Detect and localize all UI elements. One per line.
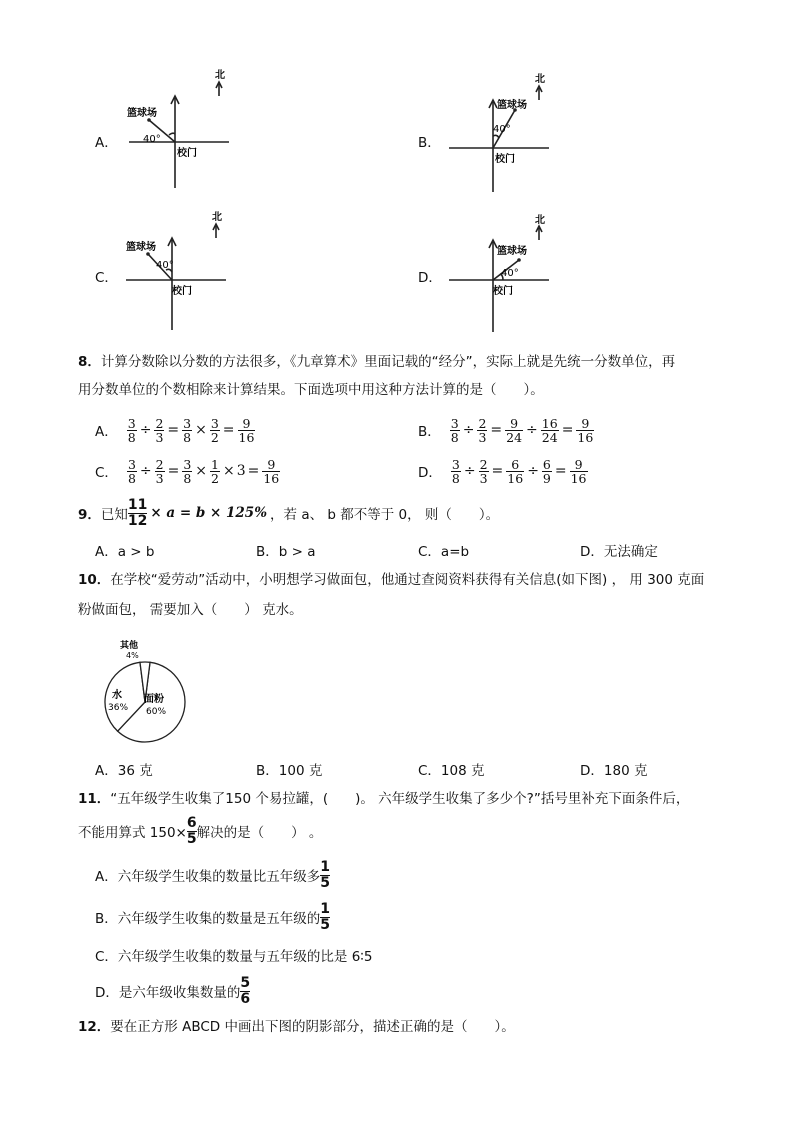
fraction: $\frac{6}{9}$ <box>542 456 551 486</box>
q9-option-c[interactable]: C．a=b <box>418 544 470 560</box>
q11-option-d[interactable] <box>95 974 250 1008</box>
pie-pct-flour: 60% <box>146 707 167 717</box>
operator: ÷ <box>527 463 539 479</box>
q8-stem-line1 <box>78 352 675 372</box>
fraction: $\frac{3}{2}$ <box>210 415 219 445</box>
operator: × <box>195 463 207 479</box>
q10-number: 10． <box>78 572 111 588</box>
q8-option-d[interactable] <box>418 454 589 488</box>
pie-label-flour: 面粉 <box>144 694 164 705</box>
operator: × <box>195 422 207 438</box>
court-label: 篮球场 <box>497 246 527 257</box>
q8-option-c[interactable] <box>95 454 281 488</box>
north-label: 北 <box>212 212 222 223</box>
fraction: 1 5 <box>320 858 330 891</box>
q7-option-a-letter: A． <box>95 135 118 151</box>
fraction: $\frac{9}{24}$ <box>506 415 523 445</box>
equals: = <box>490 422 503 438</box>
fraction: 1 5 <box>320 900 331 933</box>
q7-option-b-diagram[interactable] <box>445 74 555 196</box>
q9-option-b[interactable]: B．b > a <box>256 544 316 560</box>
q11-text-1: “五年级学生收集了150 个易拉罐，( )。 六年级学生收集了多少个?”括号里补充下面条件后， <box>110 791 690 807</box>
fraction: $\frac{9}{16}$ <box>238 415 255 445</box>
q7-option-c-diagram[interactable] <box>122 212 234 334</box>
q10-option-d[interactable]: D．180 克 <box>580 763 648 779</box>
north-label: 北 <box>535 74 545 85</box>
q7-option-d-diagram[interactable] <box>445 215 555 336</box>
q10-option-a[interactable]: A．36 克 <box>95 763 153 779</box>
fraction: 5 6 <box>240 974 251 1007</box>
q11-number: 11． <box>78 791 111 807</box>
court-label: 篮球场 <box>497 100 527 111</box>
q9-pre: 已知 <box>100 507 128 523</box>
operator: ÷ <box>462 422 475 438</box>
option-letter: A． <box>95 424 118 440</box>
option-text: A．六年级学生收集的数量比五年级多 <box>95 869 321 885</box>
q9-option-a[interactable]: A．a > b <box>95 544 155 560</box>
q11-stem-line2 <box>78 814 322 848</box>
fraction: $\frac{9}{16}$ <box>263 456 280 486</box>
gate-label: 校门 <box>493 286 513 297</box>
option-letter: D． <box>418 465 442 481</box>
fraction: $\frac{11}{12}$ <box>127 496 148 529</box>
q11-option-a[interactable] <box>95 858 330 892</box>
option-letter: C． <box>95 465 118 481</box>
court-label: 篮球场 <box>127 108 157 119</box>
q10-option-b[interactable]: B．100 克 <box>256 763 323 779</box>
pie-label-water: 水 <box>112 690 122 701</box>
gate-label: 校门 <box>177 148 197 159</box>
fraction: $\frac{3}{8}$ <box>127 456 136 486</box>
pie-label-other: 其他 <box>120 641 139 651</box>
fraction: $\frac{3}{8}$ <box>127 415 136 445</box>
fraction: $\frac{2}{3}$ <box>478 415 487 445</box>
equals: = <box>167 422 180 438</box>
q8-number: 8． <box>78 354 101 370</box>
q12-stem <box>78 1017 515 1037</box>
q9-stem <box>78 496 499 530</box>
fraction: $\frac{2}{3}$ <box>155 456 164 486</box>
operator: × <box>222 463 235 479</box>
q9-post: ，若 a、 b 都不等于 0， 则（ ）。 <box>270 507 500 523</box>
q9-expression: × a = b × 125% <box>150 505 268 521</box>
q11-stem-line1 <box>78 789 689 809</box>
q7-option-c-letter: C． <box>95 270 118 286</box>
fraction: $\frac{9}{16}$ <box>570 456 587 486</box>
operator: ÷ <box>526 422 538 438</box>
q9-number: 9． <box>78 507 101 523</box>
court-label: 篮球场 <box>126 242 156 253</box>
angle-label: 40° <box>156 260 174 271</box>
q8-stem-line2: 用分数单位的个数相除来计算结果。下面选项中用这种方法计算的是（ ）。 <box>78 382 544 398</box>
q11-text-2: 不能用算式 150× <box>78 825 187 841</box>
north-label: 北 <box>215 70 225 81</box>
operator: ÷ <box>139 463 152 479</box>
equals: = <box>222 422 235 438</box>
option-text: B．六年级学生收集的数量是五年级的 <box>95 911 321 927</box>
north-label: 北 <box>535 215 545 226</box>
fraction: $\frac{2}{3}$ <box>155 415 164 445</box>
fraction: $\frac{3}{8}$ <box>450 415 459 445</box>
equals: = <box>167 463 180 479</box>
fraction: $\frac{3}{8}$ <box>451 456 460 486</box>
q9-option-d[interactable]: D．无法确定 <box>580 544 658 560</box>
q7-option-d-letter: D． <box>418 270 442 286</box>
gate-label: 校门 <box>495 154 515 165</box>
fraction: $\frac{9}{16}$ <box>577 415 594 445</box>
fraction: $\frac{1}{2}$ <box>211 456 219 486</box>
q8-option-a[interactable] <box>95 413 256 447</box>
q11-text-3: 解决的是（ ） 。 <box>196 825 323 841</box>
integer: 3 <box>236 463 246 479</box>
fraction: $\frac{2}{3}$ <box>479 456 488 486</box>
angle-label: 40° <box>493 124 511 135</box>
q10-option-c[interactable]: C．108 克 <box>418 763 485 779</box>
operator: ÷ <box>463 463 476 479</box>
q11-option-b[interactable] <box>95 900 330 934</box>
gate-label: 校门 <box>172 286 192 297</box>
fraction: $\frac{3}{8}$ <box>183 415 192 445</box>
fraction: $\frac{3}{8}$ <box>183 456 192 486</box>
q11-option-c[interactable]: C．六年级学生收集的数量与五年级的比是 6∶5 <box>95 949 373 965</box>
option-letter: B． <box>418 424 441 440</box>
q8-text-1: 计算分数除以分数的方法很多，《九章算术》里面记载的“经分”，实际上就是先统一分数单位，再 <box>100 354 676 370</box>
q10-text-1: 在学校“爱劳动”活动中，小明想学习做面包，他通过查阅资料获得有关信息(如下图) ， 用 300 克面 <box>110 572 705 588</box>
q10-stem-line2: 粉做面包， 需要加入（ ） 克水。 <box>78 602 303 618</box>
q12-text: 要在正方形 ABCD 中画出下图的阴影部分，描述正确的是（ ）。 <box>110 1019 515 1035</box>
angle-label: 40° <box>143 134 161 145</box>
q7-option-a-diagram[interactable] <box>125 70 235 192</box>
fraction: $\frac{6}{16}$ <box>507 456 524 486</box>
equals: = <box>554 463 567 479</box>
fraction: $\frac{6}{5}$ <box>186 814 197 847</box>
equals: = <box>491 463 504 479</box>
q8-option-b[interactable] <box>418 413 595 447</box>
q10-pie-chart <box>90 636 200 748</box>
q10-stem-line1 <box>78 570 704 590</box>
equals: = <box>561 422 574 438</box>
equals: = <box>247 463 260 479</box>
q7-option-b-letter: B． <box>418 135 441 151</box>
fraction: $\frac{16}{24}$ <box>541 415 558 445</box>
q12-number: 12． <box>78 1019 111 1035</box>
angle-label: 40° <box>501 268 519 279</box>
operator: ÷ <box>139 422 152 438</box>
option-text: D．是六年级收集数量的 <box>95 985 241 1001</box>
pie-pct-other: 4% <box>126 651 139 660</box>
pie-pct-water: 36% <box>108 703 129 713</box>
